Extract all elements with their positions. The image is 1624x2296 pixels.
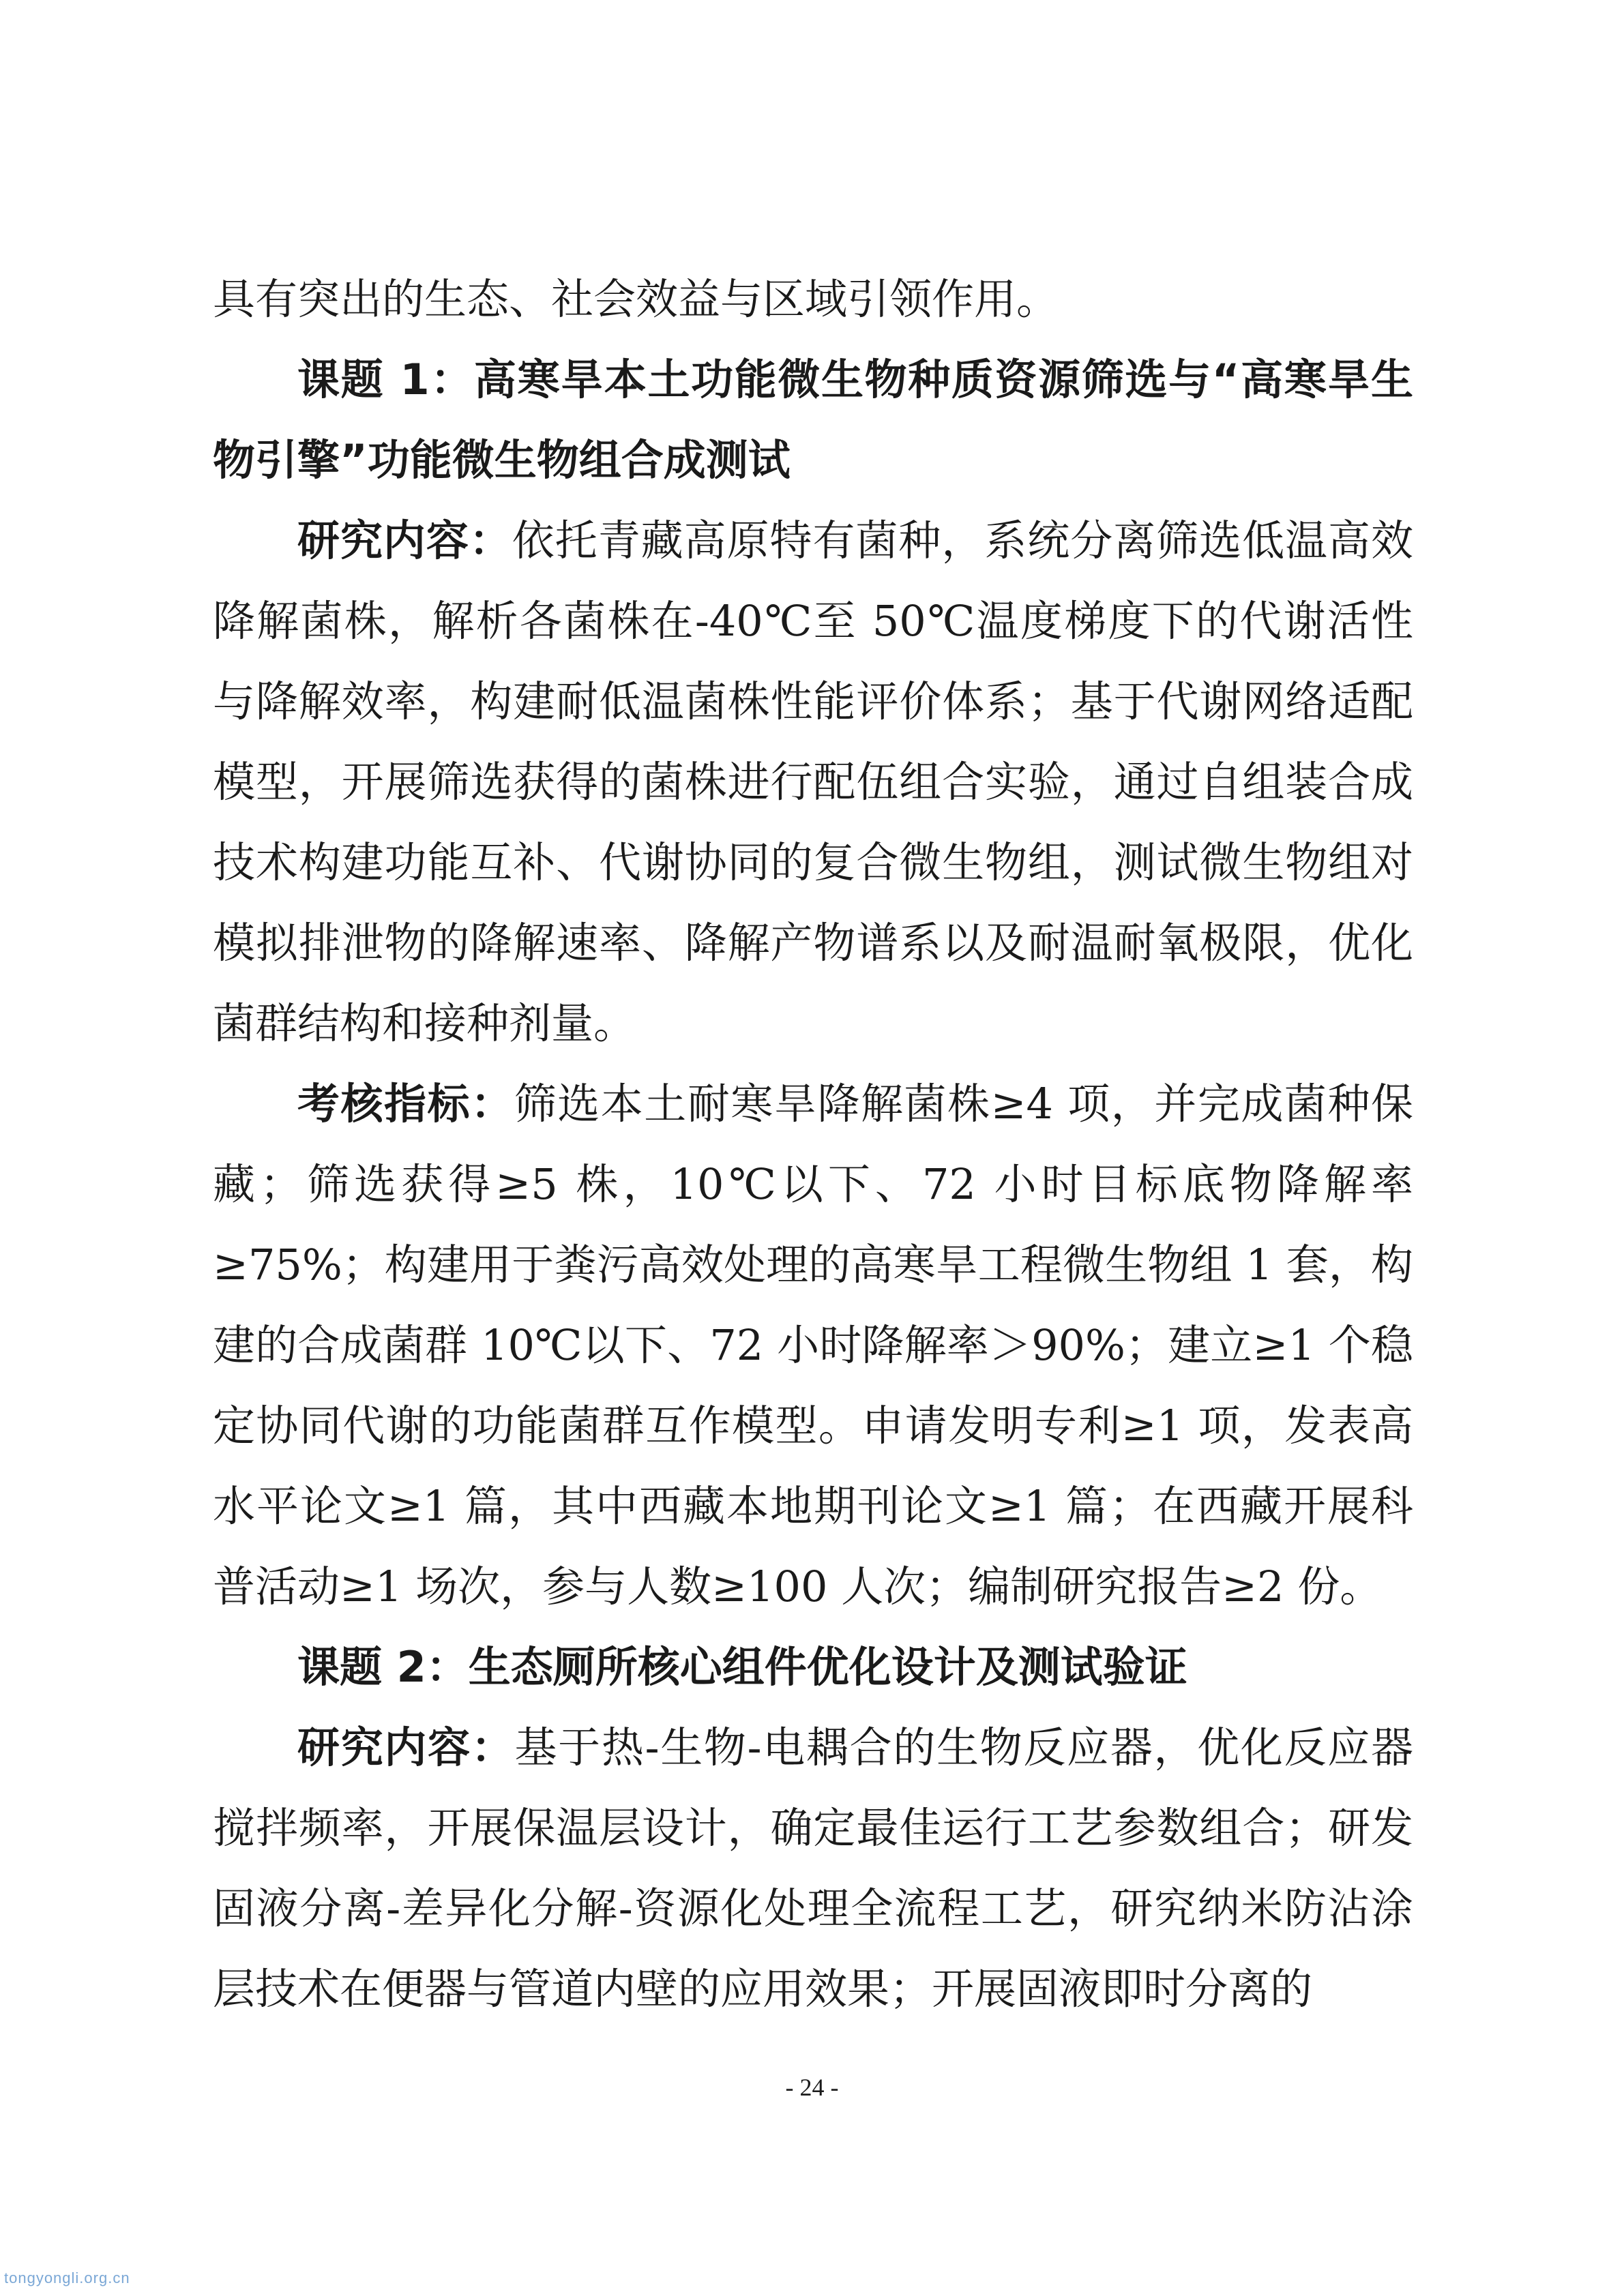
research-content-text: 依托青藏高原特有菌种，系统分离筛选低温高效降解菌株，解析各菌株在-40℃至 50℃温度梯度下的代谢活性与降解效率，构建耐低温菌株性能评价体系；基于代谢网络适配模型，开展筛选获得的菌株进行配伍组合实验，通过自组装合成技术构建功能互补、代谢协同的复合微生物组，测试微生物组对模拟排泄物的降解速率、降解产物谱系以及耐温耐氧极限，优化菌群结构和接种剂量。	[213, 516, 1413, 1048]
topic-1-title: 课题 1：高寒旱本土功能微生物种质资源筛选与“高寒旱生物引擎”功能微生物组合成测试	[213, 355, 1413, 485]
research-content-label: 研究内容：	[297, 516, 512, 565]
topic-2-research-paragraph	[213, 1708, 1413, 2029]
topic-1-research-paragraph	[213, 501, 1413, 1064]
assessment-label: 考核指标：	[297, 1079, 514, 1129]
document-body	[213, 259, 1413, 2029]
assessment-text: 筛选本土耐寒旱降解菌株≥4 项，并完成菌种保藏；筛选获得≥5 株，10℃以下、72 小时目标底物降解率≥75%；构建用于粪污高效处理的高寒旱工程微生物组 1 套，构建的合成菌群 10℃以下、72 小时降解率＞90%；建立≥1 个稳定协同代谢的功能菌群互作模型。申请发明专利≥1 项，发表高水平论文≥1 篇，其中西藏本地期刊论文≥1 篇；在西藏开展科普活动≥1 场次，参与人数≥100 人次；编制研究报告≥2 份。	[213, 1079, 1413, 1611]
research-content-label: 研究内容：	[297, 1723, 515, 1772]
topic-1-assessment-paragraph	[213, 1064, 1413, 1627]
page-number: - 24 -	[785, 2074, 839, 2101]
continuation-paragraph: 具有突出的生态、社会效益与区域引领作用。	[213, 274, 1059, 324]
watermark: tongyongli.org.cn	[4, 2269, 130, 2286]
topic-2-title: 课题 2：生态厕所核心组件优化设计及测试验证	[297, 1642, 1187, 1692]
research-content-text: 基于热-生物-电耦合的生物反应器，优化反应器搅拌频率，开展保温层设计，确定最佳运行工艺参数组合；研发固液分离-差异化分解-资源化处理全流程工艺，研究纳米防沾涂层技术在便器与管道内壁的应用效果；开展固液即时分离的	[213, 1723, 1413, 2014]
